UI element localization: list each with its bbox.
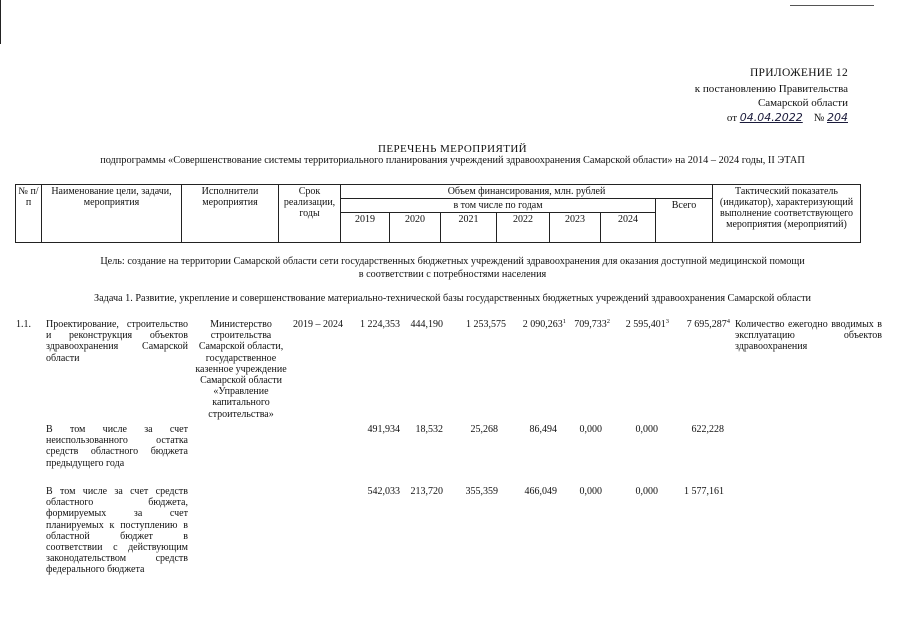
- header-year-2023: 2023: [550, 213, 601, 243]
- row-1-indicator: Количество ежегодно вводимых в эксплуатацию объектов здравоохранения: [735, 319, 882, 353]
- handwritten-number: 204: [827, 111, 848, 125]
- goal-statement: [0, 256, 905, 282]
- footnote-1: 1: [562, 318, 566, 325]
- footnote-3: 3: [665, 318, 669, 325]
- scan-edge-line: [0, 0, 1, 44]
- scan-top-mark: [790, 5, 874, 6]
- row-1-value-2024-text: 2 595,401: [625, 319, 666, 330]
- row-1-value-2019: 1 224,353: [360, 319, 400, 330]
- row-3-value-2021: 355,359: [465, 486, 498, 497]
- row-1-value-2023: [567, 319, 610, 330]
- row-3-value-2019: 542,033: [367, 486, 400, 497]
- row-3-value-2020: 213,720: [410, 486, 443, 497]
- row-1-value-2021: 1 253,575: [466, 319, 506, 330]
- row-1-value-2023-text: 709,733: [574, 319, 607, 330]
- row-1-total-text: 7 695,287: [686, 319, 727, 330]
- row-1-name: Проектирование, строительство и реконструкция объектов здравоохранения Самарской области: [46, 319, 188, 364]
- handwritten-date: 04.04.2022: [739, 111, 803, 125]
- row-3-value-2023: 0,000: [579, 486, 602, 497]
- appendix-date-line: [695, 111, 848, 126]
- row-1-value-2022-text: 2 090,263: [522, 319, 563, 330]
- footnote-4: 4: [726, 318, 730, 325]
- appendix-title: ПРИЛОЖЕНИЕ 12: [749, 67, 848, 79]
- header-table: [15, 184, 861, 243]
- appendix-decree-line: к постановлению Правительства: [694, 82, 848, 95]
- goal-line-2: в соответствии с потребностями населения: [358, 268, 547, 280]
- row-2-value-2019: 491,934: [367, 424, 400, 435]
- row-1-value-2024: [612, 319, 669, 330]
- header-term: Срок реализации, годы: [279, 185, 341, 243]
- goal-line-1: Цель: создание на территории Самарской области сети государственных бюджетных учреждений здравоохранения для оказания доступной медицинской помощи: [100, 256, 805, 267]
- header-by-years: в том числе по годам: [341, 199, 656, 213]
- header-executor: Исполнители мероприятия: [182, 185, 279, 243]
- row-1-value-2020: 444,190: [410, 319, 443, 330]
- task-statement: Задача 1. Развитие, укрепление и совершенствование материально-технической базы государственных бюджетных учреждений здравоохранения Самарской области: [94, 293, 811, 304]
- row-1-term: 2019 – 2024: [293, 319, 343, 330]
- header-year-2024: 2024: [601, 213, 656, 243]
- header-year-2022: 2022: [497, 213, 550, 243]
- row-2-value-2022: 86,494: [529, 424, 557, 435]
- document-title: ПЕРЕЧЕНЬ МЕРОПРИЯТИЙ: [377, 143, 528, 155]
- row-2-value-2021: 25,268: [470, 424, 498, 435]
- row-3-value-2022: 466,049: [524, 486, 557, 497]
- row-2-value-2024: 0,000: [635, 424, 658, 435]
- header-total: Всего: [656, 199, 713, 243]
- appendix-block: [695, 66, 848, 126]
- document-subtitle: подпрограммы «Совершенствование системы территориального планирования учреждений здравоохранения Самарской области» на 2014 – 2024 годы, II ЭТАП: [100, 155, 805, 166]
- header-name: Наименование цели, задачи, мероприятия: [42, 185, 182, 243]
- row-1-num: 1.1.: [16, 319, 31, 330]
- header-year-2019: 2019: [341, 213, 390, 243]
- number-label: №: [813, 112, 825, 125]
- row-1-total: [670, 319, 730, 330]
- row-1-value-2022: [508, 319, 566, 330]
- row-2-value-2023: 0,000: [579, 424, 602, 435]
- row-2-total: 622,228: [691, 424, 724, 435]
- row-1-executor: Министерство строительства Самарской области, государственное казенное учреждение Самарской области «Управление капитального строительства»: [195, 319, 287, 420]
- footnote-2: 2: [606, 318, 610, 325]
- row-3-name: В том числе за счет средств областного бюджета, формируемых за счет планируемых к поступлению в областной бюджет в соответствии с действующим законодательством средств федерального бюджета: [46, 486, 188, 576]
- header-year-2021: 2021: [441, 213, 497, 243]
- row-3-total: 1 577,161: [684, 486, 724, 497]
- header-year-2020: 2020: [390, 213, 441, 243]
- header-funding: Объем финансирования, млн. рублей: [341, 185, 713, 199]
- row-2-name: В том числе за счет неиспользованного остатка средств областного бюджета предыдущего года: [46, 424, 188, 469]
- row-2-value-2020: 18,532: [415, 424, 443, 435]
- appendix-region-line: Самарской области: [757, 97, 848, 110]
- header-num: № п/п: [16, 185, 42, 243]
- header-indicator: Тактический показатель (индикатор), характеризующий выполнение соответствующего мероприятия (мероприятий): [713, 185, 861, 243]
- from-label: от: [726, 112, 738, 125]
- row-3-value-2024: 0,000: [635, 486, 658, 497]
